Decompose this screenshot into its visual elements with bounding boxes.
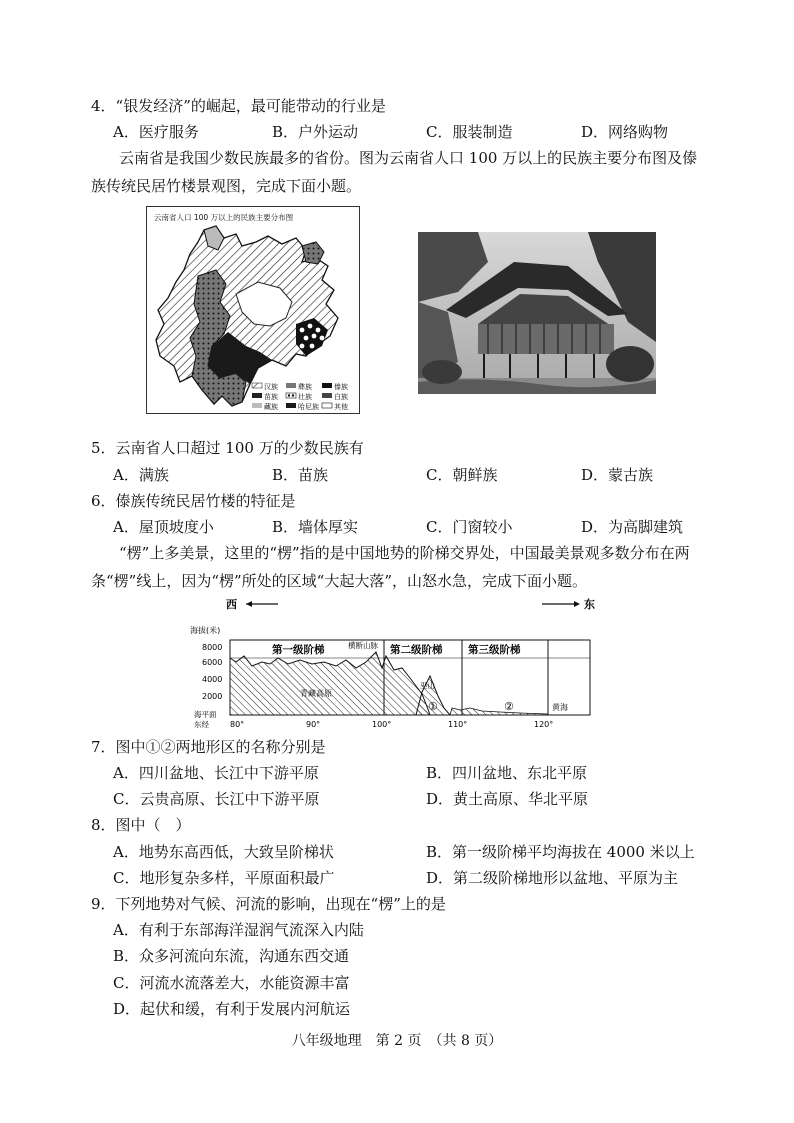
q5-option-a: A．满族 [113, 466, 169, 484]
terrain-profile [190, 596, 610, 736]
legend-bai: 白族 [334, 393, 348, 401]
legend-other: 其他 [334, 403, 348, 411]
q6-option-d: D．为高脚建筑 [581, 518, 684, 536]
q9-option-d: D．起伏和缓，有利于发展内河航运 [113, 1000, 351, 1018]
intro1-line1: 云南省是我国少数民族最多的省份。图为云南省人口 100 万以上的民族主要分布图及傣 [119, 149, 698, 167]
q6-option-a: A．屋顶坡度小 [113, 518, 214, 536]
y-tick-2000: 2000 [202, 692, 223, 701]
legend-yi: 彝族 [298, 383, 312, 391]
marker-one: ① [428, 700, 438, 713]
y-tick-6000: 6000 [202, 658, 223, 667]
intro2-line1: “楞”上多美景，这里的“楞”指的是中国地势的阶梯交界处，中国最美景观多数分布在两 [119, 544, 690, 562]
y-axis-title: 海拔(米) [190, 626, 221, 635]
q9-stem: 9．下列地势对气候、河流的影响，出现在“楞”上的是 [91, 895, 446, 913]
legend-dai: 傣族 [334, 383, 348, 391]
q8-option-d: D．第二级阶梯地形以盆地、平原为主 [426, 869, 679, 887]
intro2-line2: 条“楞”线上，因为“楞”所处的区域“大起大落”，山怒水急，完成下面小题。 [91, 572, 588, 590]
sea-level-label: 海平面 [194, 710, 217, 719]
q6-stem: 6．傣族传统民居竹楼的特征是 [91, 492, 296, 510]
legend-miao: 苗族 [264, 393, 278, 401]
q5-stem: 5．云南省人口超过 100 万的少数民族有 [91, 439, 364, 457]
wushan-label: 巫山 [420, 681, 435, 690]
q7-option-d: D．黄土高原、华北平原 [426, 790, 589, 808]
page-footer: 八年级地理 第 2 页 （共 8 页） [291, 1033, 503, 1049]
q4-option-b: B．户外运动 [272, 123, 359, 141]
q8-option-c: C．地形复杂多样，平原面积最广 [113, 869, 335, 887]
q8-option-a: A．地势东高西低，大致呈阶梯状 [113, 843, 334, 861]
q7-option-a: A．四川盆地、长江中下游平原 [113, 764, 319, 782]
west-label: 西 [226, 598, 237, 611]
longitude-label: 东经 [194, 720, 209, 729]
map-title: 云南省人口 100 万以上的民族主要分布图 [154, 213, 294, 222]
intro1-line2: 族传统民居竹楼景观图，完成下面小题。 [91, 177, 362, 195]
legend-hani: 哈尼族 [298, 403, 319, 411]
q5-option-c: C．朝鲜族 [426, 466, 498, 484]
hengduan-label: 横断山脉 [348, 641, 378, 650]
q5-option-d: D．蒙古族 [581, 466, 654, 484]
x-tick-120: 120° [534, 720, 554, 729]
yellow-sea-label: 黄海 [552, 703, 568, 712]
q4-stem: 4．“银发经济”的崛起，最可能带动的行业是 [91, 97, 386, 115]
q7-stem: 7．图中①②两地形区的名称分别是 [91, 738, 326, 756]
map-legend [252, 382, 348, 411]
marker-two: ② [504, 700, 514, 713]
y-tick-8000: 8000 [202, 643, 223, 652]
q4-option-c: C．服装制造 [426, 123, 513, 141]
bamboo-house-photo [418, 232, 656, 394]
legend-han: 汉族 [264, 383, 278, 391]
legend-zhuang: 壮族 [298, 393, 312, 401]
q4-option-a: A．医疗服务 [113, 123, 199, 141]
q7-option-c: C．云贵高原、长江中下游平原 [113, 790, 320, 808]
east-label: 东 [584, 598, 595, 611]
step-one-label: 第一级阶梯 [272, 644, 325, 656]
q9-option-b: B．众多河流向东流，沟通东西交通 [113, 947, 350, 965]
q5-option-b: B．苗族 [272, 466, 329, 484]
q6-option-b: B．墙体厚实 [272, 518, 359, 536]
qinghai-tibet-label: 青藏高原 [300, 689, 332, 698]
x-tick-100: 100° [372, 720, 392, 729]
x-tick-110: 110° [448, 720, 468, 729]
q8-stem: 8．图中（ ） [91, 816, 191, 834]
y-tick-4000: 4000 [202, 675, 223, 684]
x-tick-80: 80° [230, 720, 245, 729]
q4-option-d: D．网络购物 [581, 123, 669, 141]
q6-option-c: C．门窗较小 [426, 518, 513, 536]
yunnan-ethnic-map [146, 206, 360, 414]
step-two-label: 第二级阶梯 [390, 644, 443, 656]
q7-option-b: B．四川盆地、东北平原 [426, 764, 588, 782]
q8-option-b: B．第一级阶梯平均海拔在 4000 米以上 [426, 843, 695, 861]
q9-option-c: C．河流水流落差大，水能资源丰富 [113, 974, 350, 992]
q9-option-a: A．有利于东部海洋湿润气流深入内陆 [113, 921, 364, 939]
legend-zang: 藏族 [264, 403, 278, 411]
x-tick-90: 90° [306, 720, 321, 729]
step-three-label: 第三级阶梯 [468, 644, 521, 656]
